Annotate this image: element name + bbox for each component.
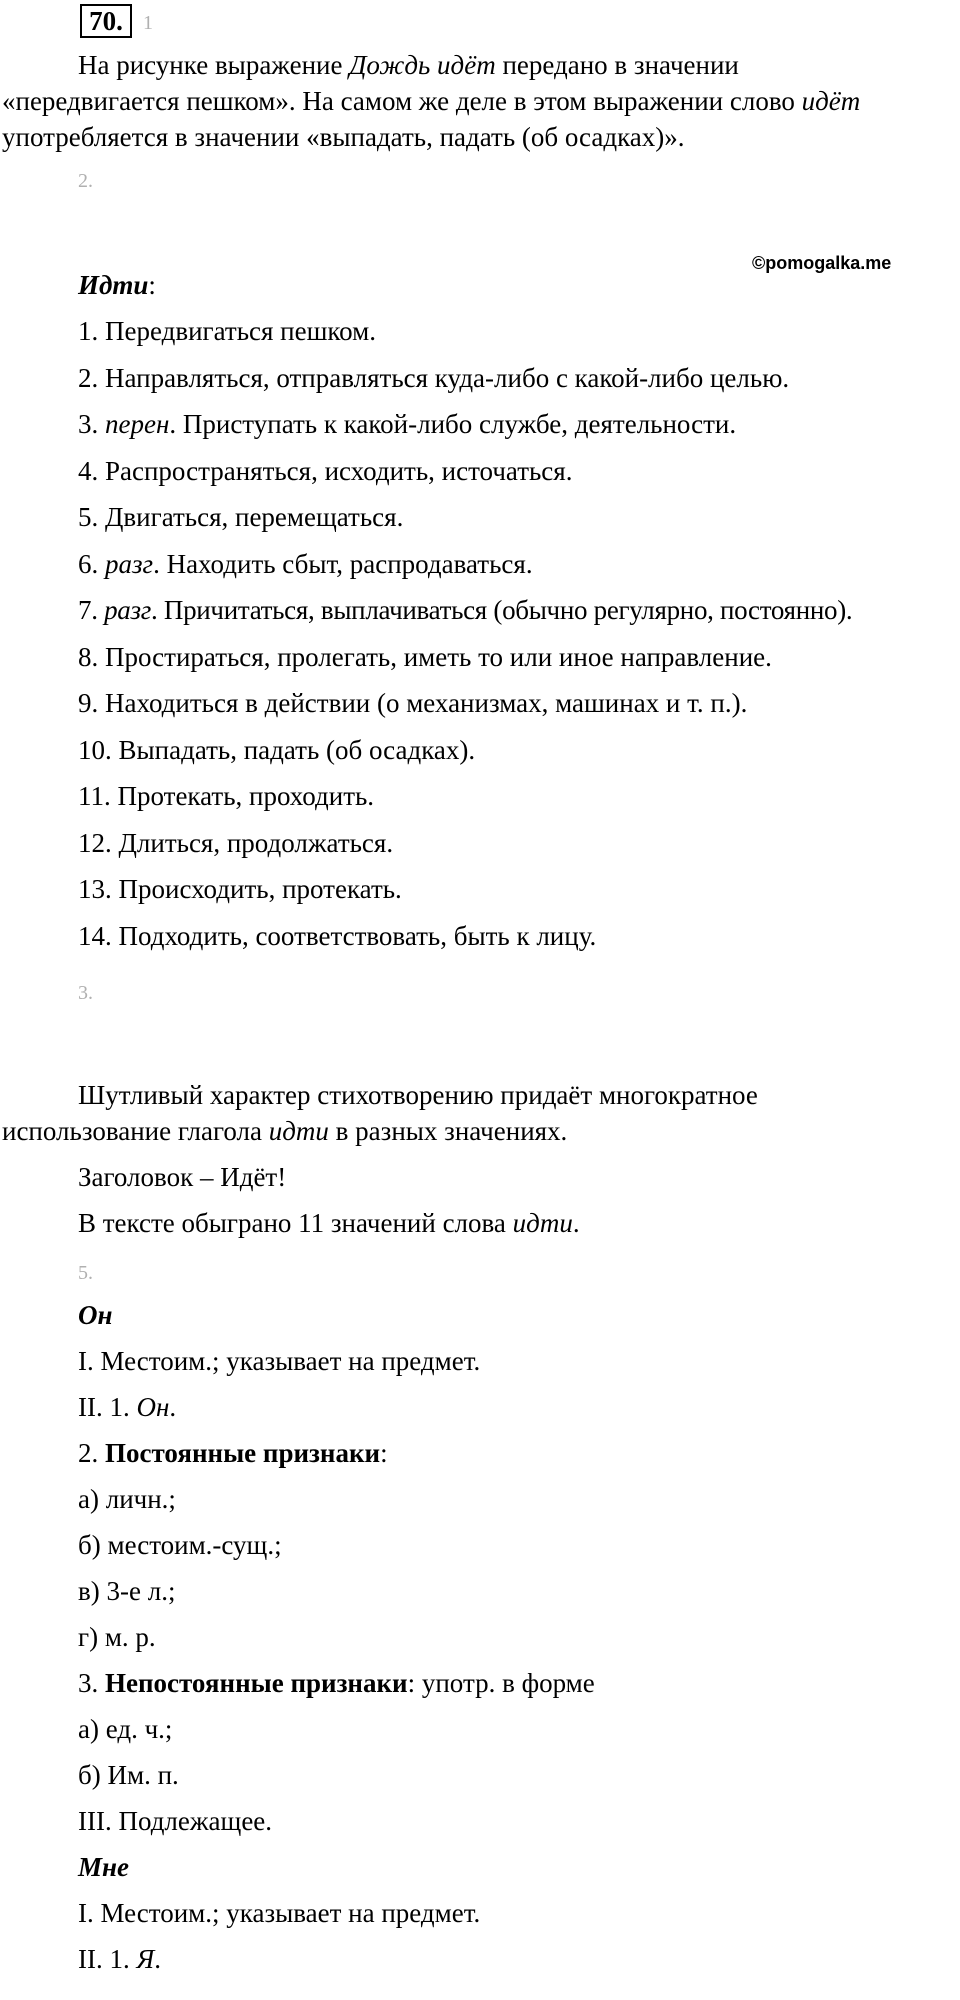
meaning-text: Передвигаться пешком. <box>105 316 376 346</box>
on-role <box>78 1806 272 1836</box>
meaning-number: 3. <box>78 409 105 439</box>
on-role-text: III. Подлежащее. <box>78 1806 273 1836</box>
on-nonconst-heading <box>78 1668 595 1698</box>
on-const-item-a-text: а) личн.; <box>78 1484 176 1514</box>
meaning-number: 8. <box>78 642 105 672</box>
s1-l1-pre: На рисунке выражение <box>78 50 350 80</box>
meaning-text: Происходить, протекать. <box>118 874 402 904</box>
idti-meaning-item <box>78 828 393 858</box>
s3-l2-post: в разных значениях. <box>328 1116 568 1146</box>
s3-title-line <box>78 1162 286 1192</box>
s1-line-2 <box>2 86 860 116</box>
meaning-number: 9. <box>78 688 105 718</box>
section-1-label-text: 1 <box>143 12 153 34</box>
on-const-heading <box>78 1438 388 1468</box>
s1-l3-text: употребляется в значении «выпадать, падать (об осадках)». <box>2 122 685 152</box>
s3-count-pre: В тексте обыграно 11 значений слова <box>78 1208 513 1238</box>
on-const-item-b-text: б) местоим.-сущ.; <box>78 1530 282 1560</box>
on-l2-post: . <box>169 1392 177 1422</box>
idti-meaning-item <box>78 502 403 532</box>
meaning-number: 11. <box>78 781 118 811</box>
idti-meaning-item <box>78 642 772 672</box>
meaning-text: Подходить, соответствовать, быть к лицу. <box>118 921 597 951</box>
meaning-number: 14. <box>78 921 119 951</box>
on-line-1 <box>78 1346 480 1376</box>
meaning-label-italic: разг <box>104 595 151 625</box>
meaning-label-italic: перен <box>105 409 170 439</box>
on-heading <box>78 1300 113 1330</box>
idti-heading <box>78 270 156 300</box>
exercise-number-box <box>80 4 132 38</box>
meaning-number: 7. <box>78 595 105 625</box>
meaning-text: . Причитаться, выплачиваться (обычно регулярно, постоянно). <box>150 595 853 625</box>
on-nonconst-item-a <box>78 1714 172 1744</box>
on-nonconst-pre: 3. <box>78 1668 105 1698</box>
mne-line-2 <box>78 1944 161 1974</box>
meaning-number: 1. <box>78 316 105 346</box>
s3-l2-italic: идти <box>268 1116 329 1146</box>
on-nonconst-bold: Непостоянные признаки <box>105 1668 408 1698</box>
on-l2-italic: Он <box>136 1392 170 1422</box>
on-const-item-a <box>78 1484 176 1514</box>
s3-l1-text: Шутливый характер стихотворению придаёт многократное <box>78 1080 758 1110</box>
s3-line-2 <box>2 1116 567 1146</box>
on-nonconst-post: : употр. в форме <box>407 1668 595 1698</box>
section-5-label-text: 5. <box>78 1262 93 1284</box>
on-const-bold: Постоянные признаки <box>105 1438 381 1468</box>
section-2-label <box>78 166 93 196</box>
on-line-2 <box>78 1392 176 1422</box>
mne-l2-pre: II. 1. <box>78 1944 137 1974</box>
watermark <box>752 252 891 274</box>
meaning-number: 10. <box>78 735 119 765</box>
s1-l1-italic: Дождь идёт <box>349 50 496 80</box>
meaning-text: Распространяться, исходить, источаться. <box>105 456 573 486</box>
meaning-text: Длиться, продолжаться. <box>118 828 394 858</box>
on-nonconst-item-a-text: а) ед. ч.; <box>78 1714 173 1744</box>
mne-heading <box>78 1852 129 1882</box>
meaning-number: 13. <box>78 874 119 904</box>
s1-line-3 <box>2 122 685 152</box>
idti-heading-colon: : <box>148 270 156 300</box>
idti-meaning-item <box>78 921 596 951</box>
idti-meaning-item <box>78 781 374 811</box>
on-const-item-c <box>78 1576 175 1606</box>
idti-meaning-item <box>78 688 747 718</box>
meaning-text: Протекать, проходить. <box>117 781 375 811</box>
section-3-label-text: 3. <box>78 982 93 1004</box>
on-nonconst-item-b <box>78 1760 179 1790</box>
mne-line-1 <box>78 1898 480 1928</box>
meaning-text: . Приступать к какой-либо службе, деятельности. <box>169 409 737 439</box>
section-2-label-text: 2. <box>78 170 93 192</box>
s3-line-1 <box>78 1080 758 1110</box>
idti-meaning-item <box>78 409 736 439</box>
s1-l2-text: «передвигается пешком». На самом же деле в этом выражении слово <box>2 86 802 116</box>
meaning-label-italic: разг <box>105 549 154 579</box>
idti-meaning-item <box>78 735 475 765</box>
s3-count-italic: идти <box>512 1208 573 1238</box>
s3-title-line-text: Заголовок – Идёт! <box>78 1162 287 1192</box>
meaning-number: 2. <box>78 363 105 393</box>
meaning-text: Двигаться, перемещаться. <box>105 502 404 532</box>
s1-l1-post: передано в значении <box>495 50 739 80</box>
exercise-number: 70. <box>89 6 123 36</box>
mne-l2-italic: Я <box>136 1944 155 1974</box>
meaning-number: 12. <box>78 828 119 858</box>
on-l2-pre: II. 1. <box>78 1392 137 1422</box>
s1-l2-italic: идёт <box>801 86 861 116</box>
on-heading-word: Он <box>78 1300 113 1330</box>
meaning-number: 5. <box>78 502 105 532</box>
on-const-item-b <box>78 1530 282 1560</box>
s3-l2-pre: использование глагола <box>2 1116 269 1146</box>
section-1-label <box>143 8 153 38</box>
section-3-label <box>78 978 93 1008</box>
on-const-item-c-text: в) 3-е л.; <box>78 1576 176 1606</box>
on-l1-text: I. Местоим.; указывает на предмет. <box>78 1346 481 1376</box>
meaning-text: Находиться в действии (о механизмах, машинах и т. п.). <box>105 688 748 718</box>
meaning-number: 4. <box>78 456 105 486</box>
s3-count-post: . <box>572 1208 580 1238</box>
idti-meaning-item <box>78 874 402 904</box>
meaning-text: Выпадать, падать (об осадках). <box>118 735 476 765</box>
meaning-text: Направляться, отправляться куда-либо с какой-либо целью. <box>105 363 790 393</box>
on-nonconst-item-b-text: б) Им. п. <box>78 1760 179 1790</box>
on-const-item-d <box>78 1622 156 1652</box>
watermark-text: ©pomogalka.me <box>752 253 892 273</box>
s1-line-1 <box>78 50 739 80</box>
on-const-post: : <box>380 1438 388 1468</box>
idti-meaning-item <box>78 363 789 393</box>
idti-heading-word: Идти <box>78 270 149 300</box>
idti-meaning-item <box>78 316 376 346</box>
mne-heading-word: Мне <box>78 1852 129 1882</box>
on-const-pre: 2. <box>78 1438 105 1468</box>
mne-l2-post: . <box>154 1944 161 1974</box>
meaning-text: . Находить сбыт, распродаваться. <box>153 549 533 579</box>
meaning-number: 6. <box>78 549 105 579</box>
idti-meaning-item <box>78 549 533 579</box>
idti-meaning-item <box>78 456 572 486</box>
s3-count-line <box>78 1208 580 1238</box>
meaning-text: Простираться, пролегать, иметь то или иное направление. <box>105 642 772 672</box>
on-const-item-d-text: г) м. р. <box>78 1622 156 1652</box>
mne-l1-text: I. Местоим.; указывает на предмет. <box>78 1898 481 1928</box>
idti-meaning-item <box>78 595 852 625</box>
section-5-label <box>78 1258 93 1288</box>
